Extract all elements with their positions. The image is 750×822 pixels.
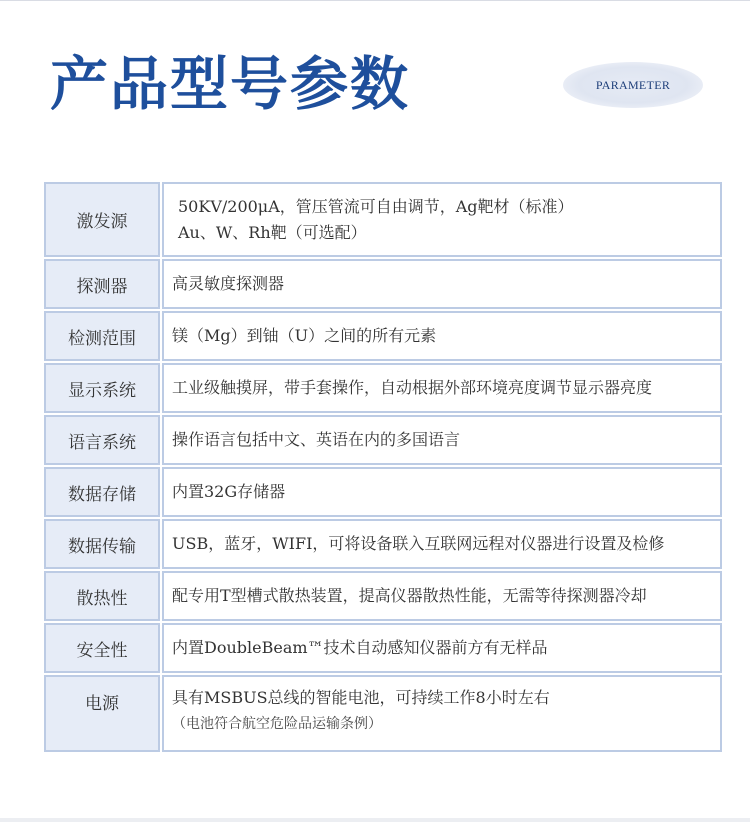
row-value: [162, 363, 722, 413]
parameter-badge-text: PARAMETER: [595, 77, 671, 92]
row-value: [162, 415, 722, 465]
row-label: 电源: [44, 675, 160, 752]
row-value-line: 50KV/200μA，管压管流可自由调节，Ag靶材（标准）: [178, 196, 574, 216]
table-row: [44, 675, 722, 752]
row-label: 显示系统: [44, 363, 160, 413]
row-label: 检测范围: [44, 311, 160, 361]
table-row: [44, 467, 722, 517]
row-value-line: 镁（Mg）到铀（U）之间的所有元素: [172, 326, 437, 345]
table-row: [44, 415, 722, 465]
table-row: [44, 311, 722, 361]
parameter-badge: [563, 62, 703, 108]
row-label: 数据存储: [44, 467, 160, 517]
bottom-divider: [0, 818, 750, 822]
row-value: [162, 467, 722, 517]
row-value-line: 操作语言包括中文、英语在内的多国语言: [172, 430, 461, 449]
row-label: 数据传输: [44, 519, 160, 569]
row-value-note: （电池符合航空危险品运输条例）: [172, 716, 382, 732]
row-label: 激发源: [44, 182, 160, 257]
row-value-line: USB，蓝牙，WIFI，可将设备联入互联网远程对仪器进行设置及检修: [172, 534, 665, 553]
table-row: [44, 519, 722, 569]
row-value: [162, 259, 722, 309]
row-value-line: 高灵敏度探测器: [172, 274, 285, 293]
row-value: [162, 519, 722, 569]
row-value-line: 内置32G存储器: [172, 482, 286, 501]
row-value-line: 工业级触摸屏，带手套操作，自动根据外部环境亮度调节显示器亮度: [172, 378, 653, 397]
row-value: [162, 571, 722, 621]
table-row: [44, 259, 722, 309]
row-label: 安全性: [44, 623, 160, 673]
page-title: 产品型号参数: [50, 50, 411, 118]
row-value: [162, 182, 722, 257]
row-value-line: Au、W、Rh靶（可选配）: [178, 222, 367, 242]
row-value-line: 具有MSBUS总线的智能电池，可持续工作8小时左右: [172, 688, 550, 707]
top-divider: [0, 0, 750, 1]
row-value: [162, 623, 722, 673]
table-row: [44, 363, 722, 413]
row-label: 散热性: [44, 571, 160, 621]
row-value: [162, 311, 722, 361]
row-value: [162, 675, 722, 752]
table-row: [44, 182, 722, 257]
table-row: [44, 571, 722, 621]
row-label: 探测器: [44, 259, 160, 309]
row-value-line: 内置DoubleBeam™技术自动感知仪器前方有无样品: [172, 638, 548, 657]
table-row: [44, 623, 722, 673]
row-label: 语言系统: [44, 415, 160, 465]
row-value-line: 配专用T型槽式散热装置，提高仪器散热性能，无需等待探测器冷却: [172, 586, 647, 605]
